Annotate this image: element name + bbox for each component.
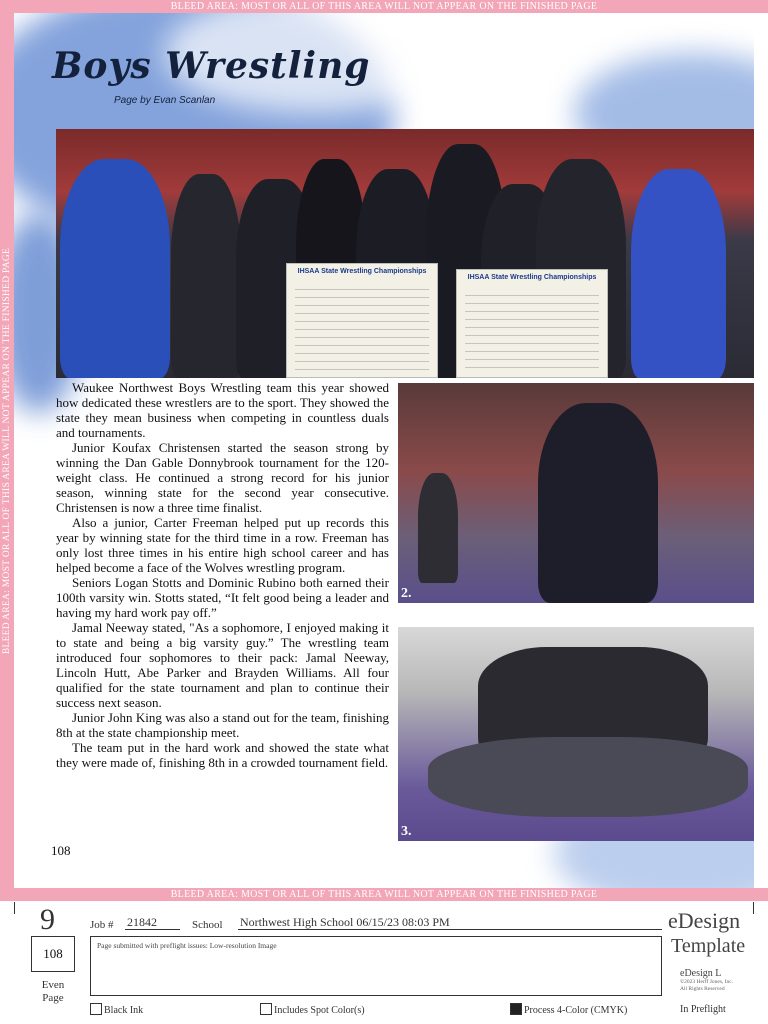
article-paragraph: Junior Koufax Christensen started the season strong by winning the Dan Gable Donnybrook tournament for the 120-weight class. He continued a strong record for his junior season, winning state for the second year consecutive. Christensen is now a three time finalist. <box>56 440 389 515</box>
spot-color-checkbox[interactable] <box>260 1003 272 1015</box>
bleed-strip-left <box>0 13 14 888</box>
crop-mark <box>14 902 15 914</box>
preflight-notes-box <box>90 936 662 996</box>
edesign-l-label: eDesign L <box>680 968 722 979</box>
bracket-board-title: IHSAA State Wrestling Championships <box>297 268 427 275</box>
bracket-lines <box>295 282 429 371</box>
spot-color-label: Includes Spot Color(s) <box>274 1005 365 1016</box>
ticket-page-box: 108 <box>31 936 75 972</box>
ticket-big-number: 9 <box>40 903 55 936</box>
template-label: Template <box>671 935 746 957</box>
wrestling-match-photo[interactable] <box>398 627 754 841</box>
job-label: Job # <box>90 919 114 931</box>
black-ink-label: Black Ink <box>104 1005 144 1016</box>
black-ink-option[interactable] <box>90 1003 143 1016</box>
job-number: 21842 <box>125 915 180 930</box>
article-paragraph: Seniors Logan Stotts and Dominic Rubino both earned their 100th varsity win. Stotts stated, “It felt good being a leader and having my hard work pay off.” <box>56 575 389 620</box>
article-paragraph: Jamal Neeway stated, "As a sophomore, I enjoyed making it to state and being a big varsity guy.” The wrestling team introduced four sophomores to their pack: Jamal Neeway, Lincoln Hutt, Abe Parker and Brayden Williams. All four qualified for the state tournament and plan to continue their success next season. <box>56 620 389 710</box>
team-photo[interactable] <box>56 129 754 378</box>
article-body <box>56 380 389 770</box>
wrestler-celebration-photo[interactable] <box>398 383 754 603</box>
process-color-option[interactable] <box>510 1003 627 1016</box>
black-ink-checkbox[interactable] <box>90 1003 102 1015</box>
preflight-status: In Preflight <box>680 1004 726 1015</box>
article-paragraph: Waukee Northwest Boys Wrestling team this year showed how dedicated these wrestlers are to the sport. They showed the state they mean business when competing in countless duals and tournaments. <box>56 380 389 440</box>
wrestler-figure <box>60 159 170 378</box>
wrestler-figure <box>428 737 748 817</box>
bleed-notice-bottom: BLEED AREA: MOST OR ALL OF THIS AREA WILL NOT APPEAR ON THE FINISHED PAGE <box>0 888 768 901</box>
spot-color-option[interactable] <box>260 1003 365 1016</box>
folio-page-number: 108 <box>51 843 71 858</box>
bleed-notice-top: BLEED AREA: MOST OR ALL OF THIS AREA WILL NOT APPEAR ON THE FINISHED PAGE <box>0 0 768 13</box>
school-value: Northwest High School 06/15/23 08:03 PM <box>238 915 662 930</box>
copyright-text: ©2023 Herff Jones, Inc. All Rights Reserved <box>680 979 734 992</box>
wrestler-figure <box>631 169 726 378</box>
even-page-label: Even Page <box>41 979 65 1004</box>
bracket-lines <box>465 288 599 371</box>
photo-number: 2. <box>401 586 412 601</box>
crop-mark <box>753 902 754 914</box>
referee-figure <box>418 473 458 583</box>
bracket-board-left <box>286 263 438 378</box>
article-paragraph: The team put in the hard work and showed the state what they were made of, finishing 8th in a crowded tournament field. <box>56 740 389 770</box>
process-color-checkbox[interactable] <box>510 1003 522 1015</box>
bleed-notice-left: BLEED AREA: MOST OR ALL OF THIS AREA WILL NOT APPEAR ON THE FINISHED PAGE <box>2 247 12 654</box>
wrestler-figure <box>538 403 658 603</box>
preflight-note: Page submitted with preflight issues: Low-resolution Image <box>97 941 277 950</box>
process-color-label: Process 4-Color (CMYK) <box>524 1005 628 1016</box>
school-label: School <box>192 919 223 931</box>
article-paragraph: Junior John King was also a stand out for the team, finishing 8th at the state championship meet. <box>56 710 389 740</box>
photo-number: 3. <box>401 824 412 839</box>
byline: Page by Evan Scanlan <box>114 95 216 106</box>
bracket-board-title: IHSAA State Wrestling Championships <box>467 274 597 281</box>
bleed-strip-right <box>754 13 768 888</box>
wrestler-figure <box>171 174 241 378</box>
page-title: Boys Wrestling <box>52 45 371 87</box>
bracket-board-right <box>456 269 608 378</box>
edesign-label: eDesign <box>668 908 741 933</box>
article-paragraph: Also a junior, Carter Freeman helped put up records this year by winning state for the third time in a row. Freeman has only lost three times in his entire high school career and has helped become a face of the Wolves wrestling program. <box>56 515 389 575</box>
